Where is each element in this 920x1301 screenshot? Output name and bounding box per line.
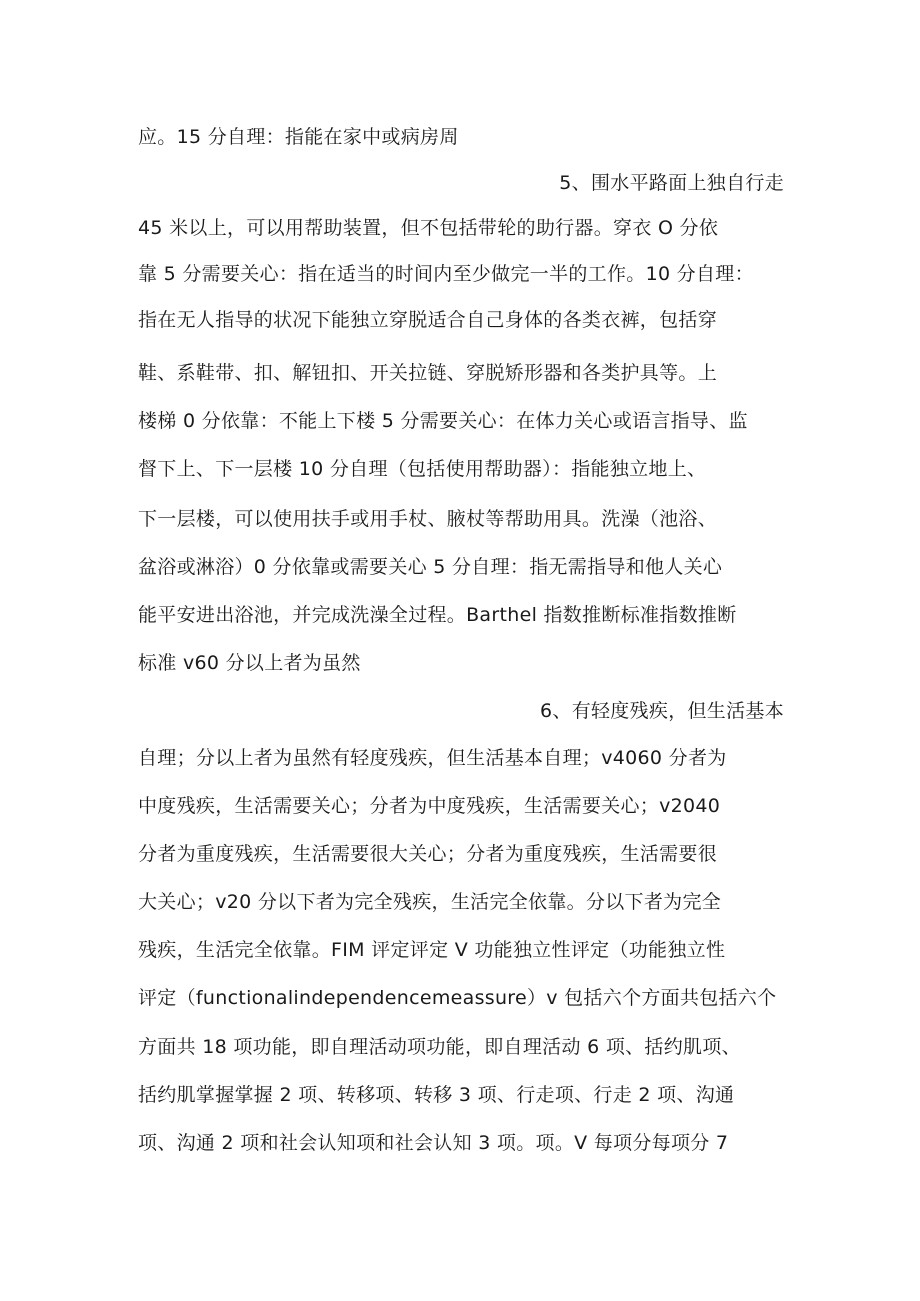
text-line-8: 督下上、下一层楼 10 分自理（包括使用帮助器）：指能独立地上、	[138, 458, 707, 480]
text-line-13: 6、有轻度残疾，但生活基本	[540, 700, 784, 722]
text-line-11: 能平安进出浴池，并完成洗澡全过程。Barthel 指数推断标准指数推断	[138, 604, 737, 626]
text-line-18: 残疾，生活完全依靠。FIM 评定评定 V 功能独立性评定（功能独立性	[138, 939, 726, 961]
text-line-7: 楼梯 0 分依靠：不能上下楼 5 分需要关心：在体力关心或语言指导、监	[138, 410, 748, 432]
text-line-20: 方面共 18 项功能，即自理活动项功能，即自理活动 6 项、括约肌项、	[138, 1036, 741, 1058]
text-line-12: 标准 v60 分以上者为虽然	[138, 652, 361, 674]
text-line-10: 盆浴或淋浴）0 分依靠或需要关心 5 分自理：指无需指导和他人关心	[138, 556, 723, 578]
text-line-22: 项、沟通 2 项和社会认知项和社会认知 3 项。项。V 每项分每项分 7	[138, 1132, 729, 1154]
text-line-3: 45 米以上，可以用帮助装置，但不包括带轮的助行器。穿衣 O 分依	[138, 217, 719, 239]
text-line-1: 应。15 分自理：指能在家中或病房周	[138, 126, 459, 148]
text-line-2: 5、围水平路面上独自行走	[559, 172, 784, 194]
text-line-15: 中度残疾，生活需要关心；分者为中度残疾，生活需要关心；v2040	[138, 795, 721, 817]
text-line-6: 鞋、系鞋带、扣、解钮扣、开关拉链、穿脱矫形器和各类护具等。上	[138, 362, 718, 384]
text-line-9: 下一层楼，可以使用扶手或用手杖、腋杖等帮助用具。洗澡（池浴、	[138, 508, 718, 530]
text-line-14: 自理；分以上者为虽然有轻度残疾，但生活基本自理；v4060 分者为	[138, 747, 727, 769]
text-line-16: 分者为重度残疾，生活需要很大关心；分者为重度残疾，生活需要很	[138, 843, 718, 865]
text-line-19: 评定（functionalindependencemeassure）v 包括六个方面共包括六个	[138, 987, 777, 1009]
text-line-4: 靠 5 分需要关心：指在适当的时间内至少做完一半的工作。10 分自理：	[138, 263, 754, 285]
text-line-17: 大关心；v20 分以下者为完全残疾，生活完全依靠。分以下者为完全	[138, 891, 722, 913]
text-line-21: 括约肌掌握掌握 2 项、转移项、转移 3 项、行走项、行走 2 项、沟通	[138, 1084, 735, 1106]
text-line-5: 指在无人指导的状况下能独立穿脱适合自己身体的各类衣裤，包括穿	[138, 309, 718, 331]
